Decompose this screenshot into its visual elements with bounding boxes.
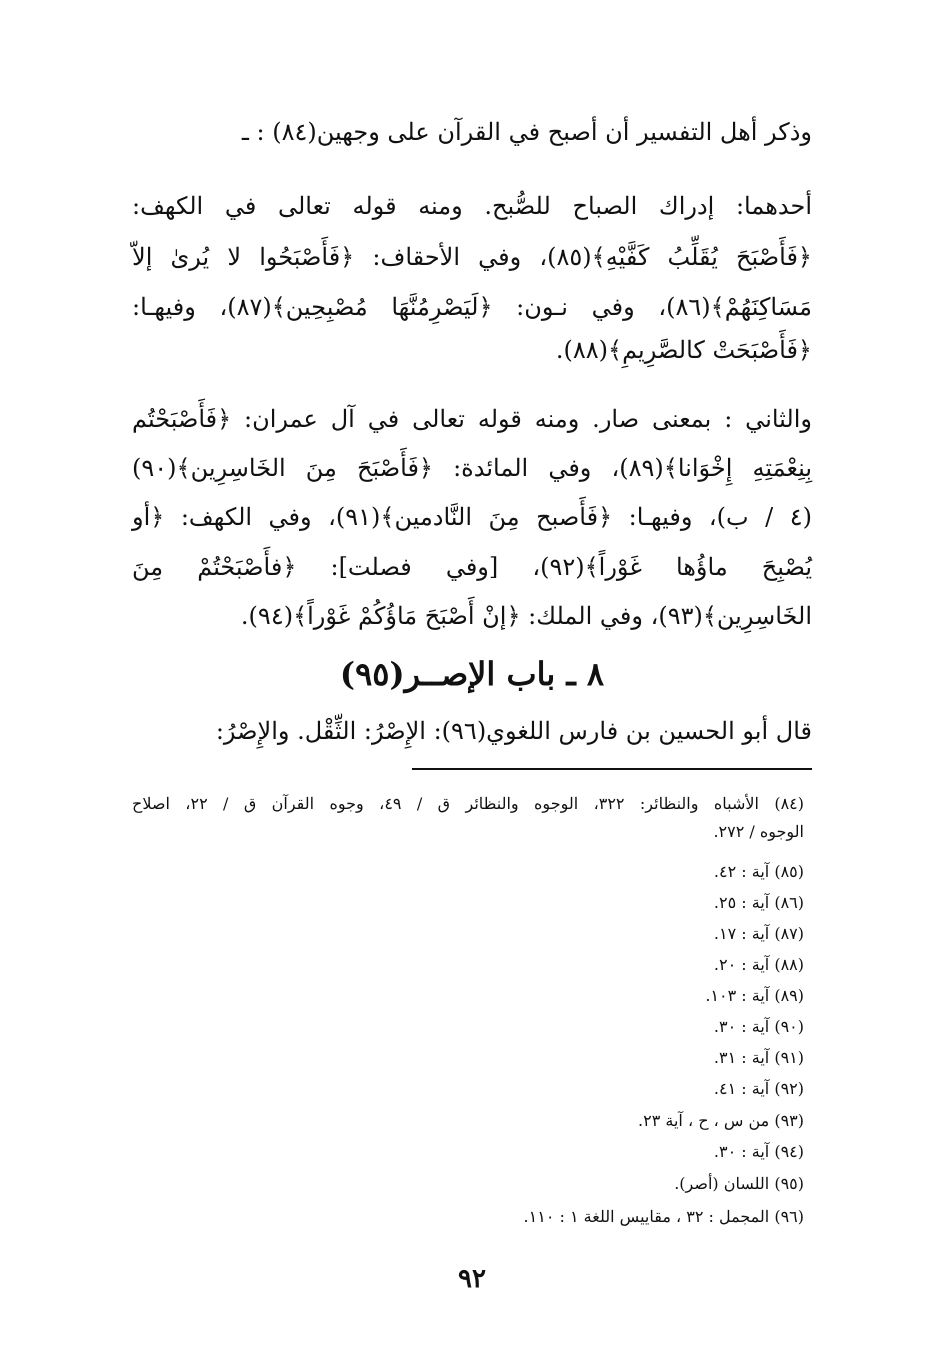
para1-line-3: مَسَاكِنَهُمْ﴾(٨٦)، وفي نـون: ﴿لَيَصْرِمُنَّهَا مُصْبِحِين﴾(٨٧)، وفيهـا: xyxy=(132,293,812,321)
footnote-86: (٨٦) آية : ٢٥. xyxy=(713,893,804,912)
para1-line-4: ﴿فَأَصْبَحَتْ كالصَّرِيمِ﴾(٨٨). xyxy=(555,336,812,364)
footnote-90: (٩٠) آية : ٣٠. xyxy=(713,1017,804,1036)
footnote-84: (٨٤) الأشباه والنظائر: ٣٢٢، الوجوه والنظائر ق / ٤٩، وجوه القرآن ق / ٢٢، اصلاح xyxy=(132,794,804,813)
section-heading: ٨ ـ باب الإصــر(٩٥) xyxy=(339,655,605,693)
footnote-91: (٩١) آية : ٣١. xyxy=(713,1048,804,1067)
footnote-separator xyxy=(412,768,812,770)
para3-line: قال أبو الحسين بن فارس اللغوي(٩٦): الإِصْرُ: الثِّقْل. والإِصْرُ: xyxy=(215,717,812,745)
footnote-93: (٩٣) من س ، ح ، آية ٢٣. xyxy=(638,1111,804,1130)
intro-line: وذكر أهل التفسير أن أصبح في القرآن على وجهين(٨٤) : ـ xyxy=(241,118,812,146)
footnote-94: (٩٤) آية : ٣٠. xyxy=(713,1142,804,1161)
para2-line-2: بِنِعْمَتِهِ إِخْوَانا﴾(٨٩)، وفي المائدة: ﴿فَأَصْبَحَ مِنَ الخَاسِرِين﴾(٩٠) xyxy=(132,454,812,482)
footnote-89: (٨٩) آية : ١٠٣. xyxy=(705,986,804,1005)
footnote-87: (٨٧) آية : ١٧. xyxy=(713,924,804,943)
para1-line-2: ﴿فَأَصْبَحَ يُقَلِّبُ كَفَّيْهِ﴾(٨٥)، وفي الأحقاف: ﴿فَأَصْبَحُوا لا يُرىٰ إلاّ xyxy=(132,243,812,271)
footnote-95: (٩٥) اللسان (أصر). xyxy=(674,1174,804,1193)
para2-line-3: (٤ / ب)، وفيهـا: ﴿فَأَصبح مِنَ النَّادمين﴾(٩١)، وفي الكهف: ﴿أو xyxy=(132,503,812,531)
para2-line-5: الخَاسِرِين﴾(٩٣)، وفي الملك: ﴿إنْ أَصْبَحَ مَاؤُكُمْ غَوْراً﴾(٩٤). xyxy=(240,602,812,630)
footnote-96: (٩٦) المجمل : ٣٢ ، مقاييس اللغة ١ : ١١٠. xyxy=(523,1207,804,1226)
footnote-88: (٨٨) آية : ٢٠. xyxy=(713,955,804,974)
para2-line-1: والثاني : بمعنى صار. ومنه قوله تعالى في آل عمران: ﴿فَأَصْبَحْتُم xyxy=(132,405,812,433)
footnote-85: (٨٥) آية : ٤٢. xyxy=(713,862,804,881)
footnote-84-cont: الوجوه / ٢٧٢. xyxy=(713,822,804,841)
para1-line-1: أحدهما: إدراك الصباح للصُّبح. ومنه قوله تعالى في الكهف: xyxy=(132,192,812,220)
para2-line-4: يُصْبِحَ ماؤُها غَوْراً﴾(٩٢)، [وفي فصلت]: ﴿فأَصْبَحْتُمْ مِنَ xyxy=(132,553,812,581)
footnote-92: (٩٢) آية : ٤١. xyxy=(713,1079,804,1098)
page-number: ٩٢ xyxy=(458,1264,486,1294)
